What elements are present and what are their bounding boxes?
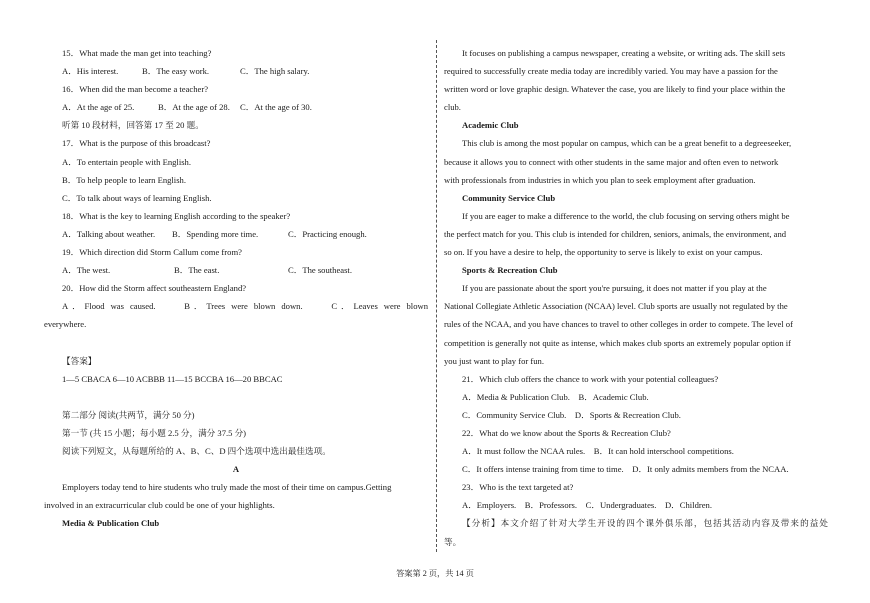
option: C．The high salary. xyxy=(240,66,310,77)
media-paragraph: written word or love graphic design. Whatever the case, you are likely to find your place within the xyxy=(444,84,786,95)
answer-title: 【答案】 xyxy=(62,355,97,366)
column-divider xyxy=(436,40,437,552)
right-column xyxy=(444,44,828,551)
question-17: 17．What is the purpose of this broadcast? xyxy=(62,138,211,149)
sports-paragraph: rules of the NCAA, and you have chances to travel to other colleges in order to compete. The level of xyxy=(444,319,793,330)
option: C．The southeast. xyxy=(288,265,352,276)
spacer xyxy=(44,334,428,352)
media-paragraph: required to successfully create media today are incredibly varied. You may have a passion for the xyxy=(444,66,778,77)
community-club-heading: Community Service Club xyxy=(462,192,556,203)
option: B．Spending more time. xyxy=(172,228,259,239)
analysis-continued: 等。 xyxy=(444,536,462,547)
question-19-options xyxy=(44,261,428,279)
academic-club-heading: Academic Club xyxy=(462,120,519,131)
option: A．To entertain people with English. xyxy=(62,156,191,167)
question-22: 22．What do we know about the Sports & Recreation Club? xyxy=(462,427,671,438)
option: A．His interest. xyxy=(62,66,119,77)
question-23-options: A．Employers. B．Professors. C．Undergraduates. D．Children. xyxy=(462,500,712,511)
page-footer: 答案第 2 页，共 14 页 xyxy=(396,569,474,578)
question-20-options-continued: everywhere. xyxy=(44,319,87,330)
option: C．To talk about ways of learning English. xyxy=(62,192,212,203)
question-18: 18．What is the key to learning English according to the speaker? xyxy=(62,210,291,221)
question-16: 16．When did the man become a teacher? xyxy=(62,84,209,95)
question-21-options: C．Community Service Club. D．Sports & Recreation Club. xyxy=(462,409,681,420)
question-15: 15．What made the man get into teaching? xyxy=(62,48,212,58)
question-20-options: A．Flood was caused. B．Trees were blown down. C．Leaves were blown xyxy=(62,301,428,312)
question-22-options: A．It must follow the NCAA rules. B．It can hold interschool competitions. xyxy=(462,446,734,457)
question-20: 20．How did the Storm affect southeastern England? xyxy=(62,283,247,294)
question-22-options: C．It offers intense training from time to time. D．It only admits members from the NCAA. xyxy=(462,464,789,475)
question-21-options: A．Media & Publication Club. B．Academic Club. xyxy=(462,391,649,402)
question-18-options xyxy=(44,225,428,243)
passage-intro-continued: involved in an extracurricular club could be one of your highlights. xyxy=(44,500,275,511)
option: A．Talking about weather. xyxy=(62,228,156,239)
option: B．The easy work. xyxy=(142,66,210,77)
question-16-options xyxy=(44,98,428,116)
option: B．The east. xyxy=(174,265,220,276)
media-club-heading: Media & Publication Club xyxy=(62,518,160,529)
option: A．The west. xyxy=(62,265,111,276)
listening-instruction: 听第 10 段材料，回答第 17 至 20 题。 xyxy=(62,120,204,131)
academic-paragraph: with professionals from industries in which you plan to seek employment after graduation. xyxy=(444,174,756,185)
sports-paragraph: If you are passionate about the sport you're pursuing, it does not matter if you play at the xyxy=(462,283,767,294)
academic-paragraph: because it allows you to connect with other students in the same major and often even to network xyxy=(444,156,779,167)
spacer xyxy=(44,388,428,406)
community-paragraph: so on. If you have a desire to help, the opportunity to serve is likely to exist on your campus. xyxy=(444,247,763,258)
question-23: 23．Who is the text targeted at? xyxy=(462,482,574,493)
sports-paragraph: competition is generally not quite as intense, which makes club sports an extremely popular option if xyxy=(444,337,792,348)
option: A．At the age of 25. xyxy=(62,102,135,113)
sports-paragraph: you just want to play for fun. xyxy=(444,355,545,366)
question-21: 21．Which club offers the chance to work with your potential colleagues? xyxy=(462,373,719,384)
sports-club-heading: Sports & Recreation Club xyxy=(462,265,558,276)
sports-paragraph: National Collegiate Athletic Association (NCAA) level. Club sports are usually not regulated by the xyxy=(444,301,788,312)
question-19: 19．Which direction did Storm Callum come from? xyxy=(62,247,242,258)
academic-paragraph: This club is among the most popular on campus, which can be a great benefit to a degreeseeker, xyxy=(462,138,792,149)
media-paragraph: club. xyxy=(444,102,461,113)
community-paragraph: the perfect match for you. This club is intended for children, seniors, animals, the environment, and xyxy=(444,228,787,239)
left-column xyxy=(44,44,428,533)
answer-key: 1—5 CBACA 6—10 ACBBB 11—15 BCCBA 16—20 BBCAC xyxy=(62,373,283,384)
option: C．At the age of 30. xyxy=(240,102,312,113)
option: B．To help people to learn English. xyxy=(62,174,186,185)
community-paragraph: If you are eager to make a difference to the world, the club focusing on serving others might be xyxy=(462,210,790,221)
passage-intro: Employers today tend to hire students who truly made the most of their time on campus.Getting xyxy=(62,482,392,493)
option: B．At the age of 28. xyxy=(158,102,230,113)
media-paragraph: It focuses on publishing a campus newspaper, creating a website, or writing ads. The skill sets xyxy=(462,48,786,58)
passage-letter: A xyxy=(232,464,240,475)
section-one-heading: 第一节 (共 15 小题；每小题 2.5 分，满分 37.5 分) xyxy=(62,427,247,438)
part-two-heading: 第二部分 阅读(共两节，满分 50 分) xyxy=(62,409,195,420)
question-15-options xyxy=(44,62,428,80)
analysis: 【分析】本文介绍了针对大学生开设的四个课外俱乐部，包括其活动内容及带来的益处 xyxy=(462,518,828,529)
option: C．Practicing enough. xyxy=(288,228,367,239)
reading-instructions: 阅读下列短文，从每题所给的 A、B、C、D 四个选项中选出最佳选项。 xyxy=(62,446,331,457)
